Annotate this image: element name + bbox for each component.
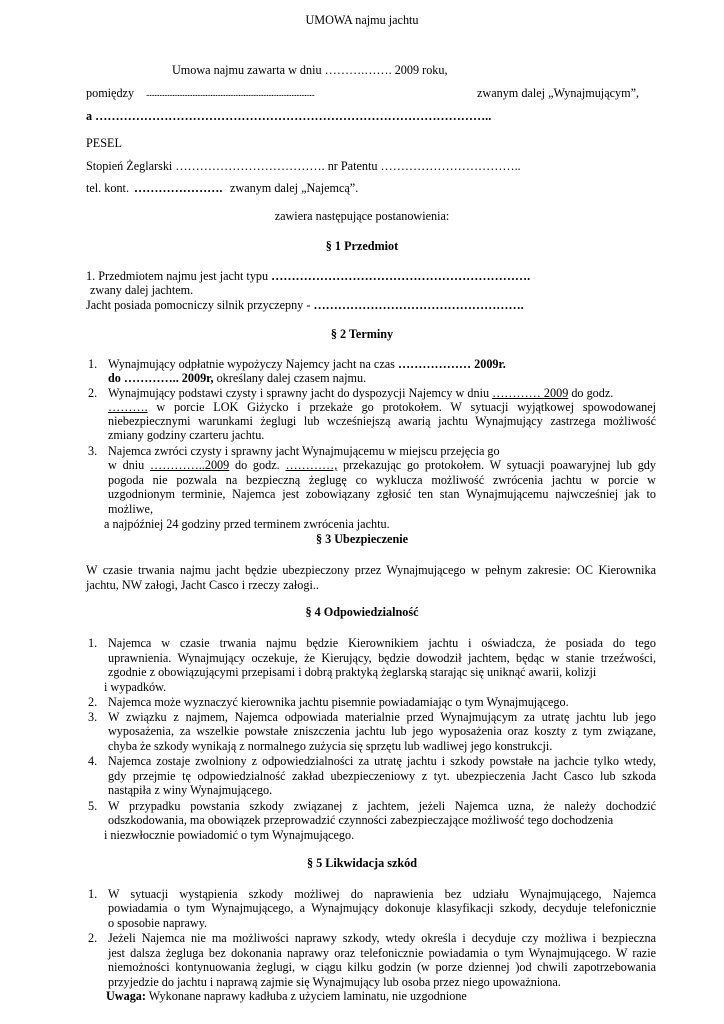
s4-item-4-l3: nastąpiła z winy Wynajmującego. bbox=[108, 783, 273, 797]
s4-item-1-l4: i wypadków. bbox=[104, 680, 167, 694]
phone-label: tel. kont. bbox=[86, 181, 129, 195]
s2-item-2-l2a: ………. bbox=[108, 400, 148, 414]
s5-item-1-number: 1. bbox=[88, 887, 98, 901]
s3-line-1: W czasie trwania najmu jacht będzie ubezpieczony przez Wynajmującego w pełnym zakresie: OC Kierownika bbox=[86, 563, 656, 577]
lessor-dots: ...................................................................................................... bbox=[146, 88, 315, 98]
s2-item-3-l2a: w dniu bbox=[108, 458, 145, 472]
s4-item-5-l2: odszkodowania, ma obowiązek przeprowadzić czynności zabezpieczające możliwość tego dochodzenia bbox=[108, 813, 614, 827]
s5-item-2-number: 2. bbox=[88, 931, 98, 945]
document-title: UMOWA najmu jachtu bbox=[305, 13, 419, 27]
s1-engine-label: Jacht posiada pomocniczy silnik przyczepny - bbox=[86, 298, 311, 312]
between-label: pomiędzy bbox=[86, 86, 135, 100]
s4-item-1-l3: zgodnie z obowiązującymi przepisami i dobrą praktyką żeglarską starając się uniknąć awarii, kolizji bbox=[108, 665, 597, 679]
s2-item-3-l6: a najpóźniej 24 godziny przed terminem zwrócenia jachtu. bbox=[104, 517, 390, 531]
section-5-heading: § 5 Likwidacja szkód bbox=[306, 856, 418, 870]
s4-item-4-number: 4. bbox=[88, 754, 98, 768]
section-3-heading: § 3 Ubezpieczenie bbox=[315, 532, 409, 546]
s5-item-1-l2: powiadamia o tym Wynajmującego, a Wynajmujący dokonuje klasyfikacji szkody, decyduje telefonicznie bbox=[108, 901, 656, 915]
s4-item-1-l2: uprawnienia. Wynajmujący oczekuje, że Kierujący, będzie dowodził jachtem, będąc w stanie trzeźwości, bbox=[108, 651, 656, 665]
s5-item-2-l2: jest dalsza żegluga bez dokonania naprawy oraz telefonicznie powiadamia o tym Wynajmującego. W razie bbox=[108, 946, 656, 960]
s2-item-3-l2e: przekazując go protokołem. W sytuacji poawaryjnej lub gdy bbox=[343, 458, 656, 472]
s2-item-3-l1: Najemca zwróci czysty i sprawny jacht Wynajmującemu w miejscu przejęcia go bbox=[108, 444, 500, 458]
lessee-line: a …………………………………………………………………………………….. bbox=[86, 109, 492, 123]
phone-dots: …………………. bbox=[134, 181, 223, 195]
s5-note-text: Wykonane naprawy kadłuba z użyciem laminatu, nie uzgodnione bbox=[148, 989, 467, 1003]
s2-item-1-text-d: określany dalej czasem najmu. bbox=[216, 371, 367, 385]
s1-engine-dots: ……………………………………………. bbox=[313, 298, 524, 312]
lessor-role: zwanym dalej „Wynajmującym”, bbox=[477, 86, 640, 100]
lessee-role: zwanym dalej „Najemcą”. bbox=[230, 181, 359, 195]
contract-date-line: Umowa najmu zawarta w dniu ……….……. 2009 roku, bbox=[172, 63, 448, 77]
s2-item-3-l2d: …………, bbox=[285, 458, 338, 472]
s2-item-3-l2c: do godz. bbox=[234, 458, 280, 472]
s1-yacht-alias: zwany dalej jachtem. bbox=[90, 283, 194, 297]
s4-item-5-number: 5. bbox=[88, 799, 98, 813]
s2-item-2-l3: niebezpiecznymi warunkami żeglugi lub wcześniejszą awarią jachtu Wynajmujący zastrzega możliwość bbox=[108, 414, 656, 428]
section-4-heading: § 4 Odpowiedzialność bbox=[305, 605, 419, 619]
s4-item-3-l1: W związku z najmem, Najemca odpowiada materialnie przed Wynajmującym za utratę jachtu lub jego bbox=[108, 710, 656, 724]
pesel-label: PESEL bbox=[86, 136, 122, 150]
s4-item-1-l1: Najemca w czasie trwania najmu będzie Kierownikiem jachtu i oświadcza, że posiada do tego bbox=[108, 636, 656, 650]
s4-item-5-l1: W przypadku powstania szkody związanej z jachtem, jeżeli Najemca uzna, że należy dochodzić bbox=[108, 799, 656, 813]
s3-line-2: jachtu, NW załogi, Jacht Casco i rzeczy załogi.. bbox=[86, 578, 319, 592]
s2-item-3-l5: możliwe, bbox=[108, 502, 154, 516]
s4-item-5-l3: i niezwłocznie powiadomić o tym Wynajmującego. bbox=[104, 828, 355, 842]
s2-item-2-l1a: Wynajmujący podstawi czysty i sprawny jacht do dyspozycji Najemcy w dniu bbox=[108, 386, 490, 400]
s1-yacht-type-label: 1. Przedmiotem najmu jest jacht typu bbox=[86, 269, 269, 283]
s2-item-2-l1c: do godz. bbox=[571, 386, 614, 400]
s4-item-2-number: 2. bbox=[88, 695, 98, 709]
s5-note-label: Uwaga: bbox=[106, 989, 146, 1003]
s2-item-1-number: 1. bbox=[88, 357, 98, 371]
s1-yacht-type-dots: ………………………………………………………. bbox=[271, 269, 531, 283]
s2-item-2-number: 2. bbox=[88, 386, 98, 400]
agreement-line: zawiera następujące postanowienia: bbox=[274, 209, 450, 223]
s2-item-3-number: 3. bbox=[88, 444, 98, 458]
s2-item-2-l4: zmiany godziny czarteru jachtu. bbox=[108, 428, 265, 442]
section-2-heading: § 2 Terminy bbox=[330, 327, 394, 341]
s5-item-2-l1: Jeżeli Najemca nie ma możliwości naprawy szkody, wtedy określa i decyduje czy możliwa i bezpieczna bbox=[108, 931, 656, 945]
s4-item-3-l3: chyba że szkody wynikają z normalnego zużycia się sprzętu lub wadliwej jego konstrukcji. bbox=[108, 739, 553, 753]
s4-item-3-number: 3. bbox=[88, 710, 98, 724]
s5-item-1-l1: W sytuacji wystąpienia szkody możliwej do naprawienia bez udziału Wynajmującego, Najemca bbox=[108, 887, 656, 901]
s2-item-3-l3: pogoda nie pozwala na bezpieczną żeglugę co wyklucza możliwość zwrócenia jachtu w porcie w bbox=[108, 473, 656, 487]
s5-item-1-l3: o sposobie naprawy. bbox=[108, 916, 208, 930]
s2-item-3-l4: uzgodnionym terminie, Najemca jest zobowiązany zgłosić ten stan Wynajmującemu najwcześniej jak to bbox=[108, 487, 656, 501]
s2-item-1-text-b: ……………… 2009r. bbox=[397, 357, 506, 371]
s2-item-1-text-c: do ………….. 2009r, bbox=[108, 371, 214, 385]
s2-item-1-text-a: Wynajmujący odpłatnie wypożyczy Najemcy jacht na czas bbox=[108, 357, 395, 371]
s2-item-2-l1b: ………… 2009 bbox=[492, 386, 569, 400]
section-1-heading: § 1 Przedmiot bbox=[325, 239, 399, 253]
s4-item-4-l2: gdy przejmie tę odpowiedzialność zakład ubezpieczeniowy z tyt. ubezpieczenia Jacht Casco lub szkoda bbox=[108, 769, 656, 783]
s5-item-2-l4: przyjedzie do jachtu i naprawą zajmie się Wynajmujący lub osoba przez niego upoważniona. bbox=[108, 975, 561, 989]
s4-item-4-l1: Najemca zostaje zwolniony z odpowiedzialności za utratę jachtu i szkody powstałe na jachcie tylko wtedy, bbox=[108, 754, 656, 768]
s4-item-1-number: 1. bbox=[88, 636, 98, 650]
s2-item-2-l2b: w porcie LOK Giżycko i przekaże go protokołem. W sytuacji wyjątkowej spowodowanej bbox=[156, 400, 656, 414]
s2-item-3-l2b: …………..2009 bbox=[150, 458, 230, 472]
s4-item-3-l2: wyposażenia, za wszelkie powstałe zniszczenia jachtu lub jego wyposażenia oraz koszty z tym związane, bbox=[108, 724, 656, 738]
s5-item-2-l3: niemożności kontynuowania żeglugi, w ciągu kilku godzin (w porze dziennej )od chwili zapotrzebowania bbox=[108, 960, 656, 974]
sailing-license-line: Stopień Żeglarski ………………………………. nr Patentu …………………………….. bbox=[86, 159, 521, 173]
s4-item-2-l1: Najemca może wyznaczyć kierownika jachtu pisemnie powiadamiając o tym Wynajmującego. bbox=[108, 695, 569, 709]
